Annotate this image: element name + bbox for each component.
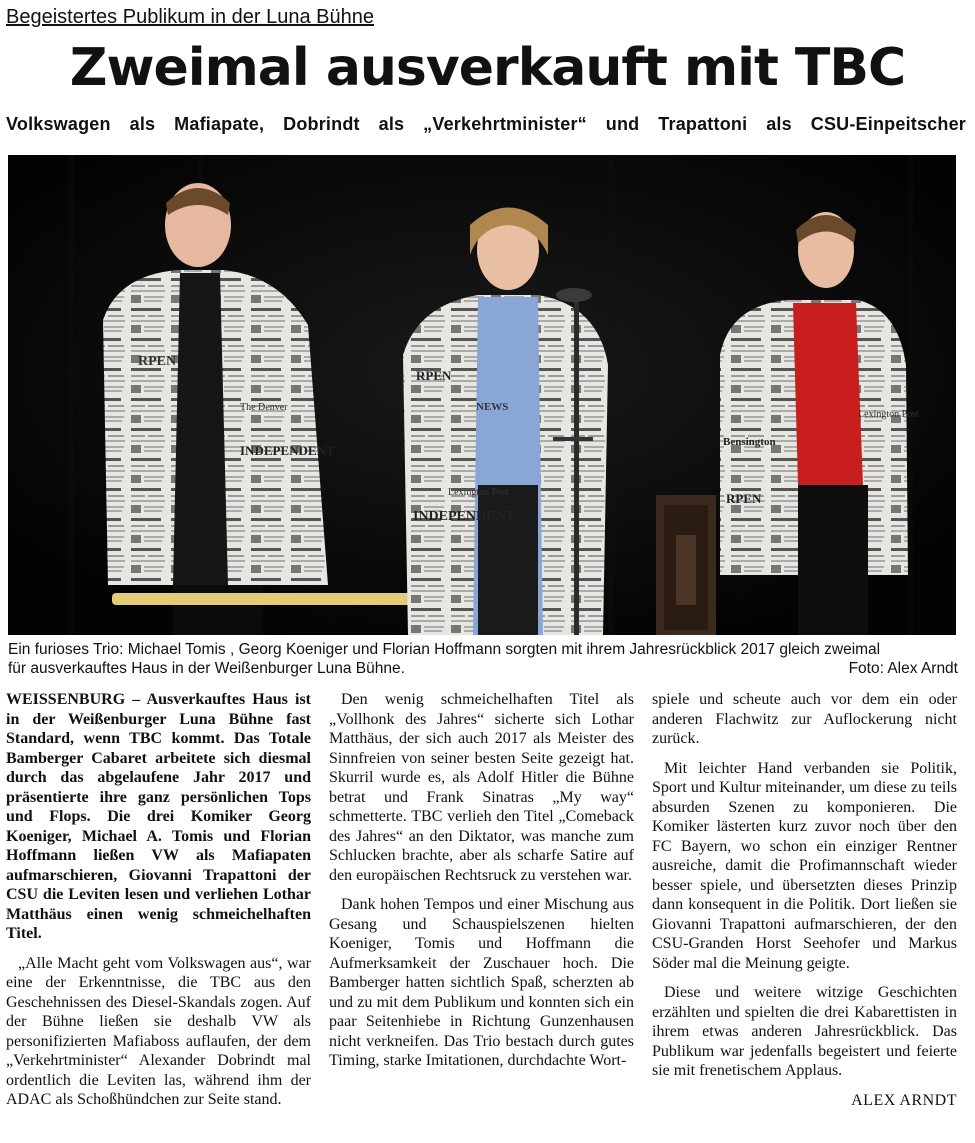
article-paragraph: spiele und scheute auch vor dem ein oder anderen Flachwitz zur Auflockerung nicht zurück. xyxy=(652,691,957,747)
article-paragraph: Den wenig schmeichelhaften Titel als „Vollhonk des Jahres“ sicherte sich Lothar Matthäus, der sich auch 2017 als Meister des Sinnfreien von seiner besten Seite gezeigt hat. Skurril wurde es, als Adolf Hitler die Bühne betrat und Frank Sinatras „My way“ schmetterte. TBC verlieh den Titel „Comeback des Jahres“ an den Diktator, was manche zum Schlucken brachte, aber als scharfe Satire auf den europäischen Rechtsruck zu verstehen war. xyxy=(329,691,634,884)
jacket-text-9: RPEN xyxy=(726,491,762,506)
jacket-text-2: INDEPENDENT xyxy=(240,443,335,458)
caption-line-1: Ein furioses Trio: Michael Tomis , Georg Koeniger und Florian Hoffmann sorgten mit ihrem Jahresrückblick 2017 gleich zweimal xyxy=(8,641,881,658)
article-column-2 xyxy=(329,690,634,1135)
jacket-text-4: RPEN xyxy=(416,368,452,383)
stage-prop-stick xyxy=(112,593,457,605)
stage-photo xyxy=(8,155,956,635)
article-headline: Zweimal ausverkauft mit TBC xyxy=(69,38,906,98)
jacket-text-3: The Denver xyxy=(240,402,288,413)
article-kicker: Begeistertes Publikum in der Luna Bühne xyxy=(6,6,375,28)
jacket-text-10: Lexington Post xyxy=(858,409,919,420)
article-lead-paragraph: WEISSENBURG – Ausverkauftes Haus ist in der Weißenburger Luna Bühne fast Standard, wenn TBC kommt. Das Totale Bamberger Cabaret arbeitete sich diesmal durch das abgelaufene Jahr 2017 und präsentierte ihre ganz persönlichen Tops und Flops. Die drei Komiker Georg Koeniger, Michael A. Tomis und Florian Hoffmann ließen VW als Mafiapaten aufmarschieren, Giovanni Trapattoni der CSU die Leviten lesen und verliehen Lothar Matthäus einen wenig schmeichelhaften Titel. xyxy=(6,691,311,942)
article-body xyxy=(6,690,958,1135)
photo-credit: Foto: Alex Arndt xyxy=(848,660,958,677)
jacket-text-1: RPEN xyxy=(138,354,177,369)
caption-line-2 xyxy=(8,659,958,678)
caption-text: für ausverkauftes Haus in der Weißenburger Luna Bühne. xyxy=(8,660,405,677)
article-paragraph: „Alle Macht geht vom Volkswagen aus“, war eine der Erkenntnisse, die TBC aus den Geschehnissen des Diesel-Skandals zogen. Auf der Bühne ließen sie deshalb VW als personifizierten Mafiaboss auflaufen, der dem „Verkehrtminister“ Alexander Dobrindt mal ordentlich die Leviten las, während ihm der ADAC als Schoßhündchen zur Seite stand. xyxy=(6,954,311,1108)
article-subheadline: Volkswagen als Mafiapate, Dobrindt als „Verkehrtminister“ und Trapattoni als CSU-Einpeitscher xyxy=(6,114,966,134)
jacket-text-5: INDEPENDENT xyxy=(413,509,515,524)
article-paragraph: Dank hohen Tempos und einer Mischung aus Gesang und Schauspielszenen hielten Koeniger, Tomis und Hoffmann die Aufmerksamkeit der Zuschauer hoch. Die Bamberger hatten sichtlich Spaß, scherzten ab und zu mit dem Publikum und konnten sich ein paar Seitenhiebe in Richtung Gunzenhausen nicht verkneifen. Das Trio bestach durch gutes Timing, starke Imitationen, durchdachte Wort- xyxy=(329,896,634,1069)
stage-chair xyxy=(656,495,716,635)
jacket-text-7: NEWS xyxy=(476,401,509,413)
jacket-text-6: Lexington Post xyxy=(448,487,509,498)
photo-caption xyxy=(8,640,958,678)
article-column-1 xyxy=(6,690,311,1135)
article-paragraph: Mit leichter Hand verbanden sie Politik, Sport und Kultur miteinander, um diese zu teils absurden Szenen zu komponieren. Die Komiker lästerten kurz zuvor noch über den FC Bayern, wo schon ein einziger Rentner ausreiche, damit die Profimannschaft wieder besser spiele, und übersetzten dieses Prinzip dann konsequent in die Politik. Dort ließen sie Giovanni Trapattoni aufmarschieren, der den CSU-Granden Horst Seehofer und Markus Söder mal die Meinung geigte. xyxy=(652,759,957,972)
jacket-text-8: Bensington xyxy=(723,436,776,448)
article-author: ALEX ARNDT xyxy=(851,1091,957,1109)
article-paragraph: Diese und weitere witzige Geschichten erzählten und spielten die drei Kabarettisten in ihrem etwas anderen Jahresrückblick. Das Publikum war jedenfalls begeistert und feierte sie mit frenetischem Applaus. xyxy=(652,984,957,1079)
stage-photo-illustration xyxy=(8,155,956,635)
article-column-3 xyxy=(652,690,957,1135)
